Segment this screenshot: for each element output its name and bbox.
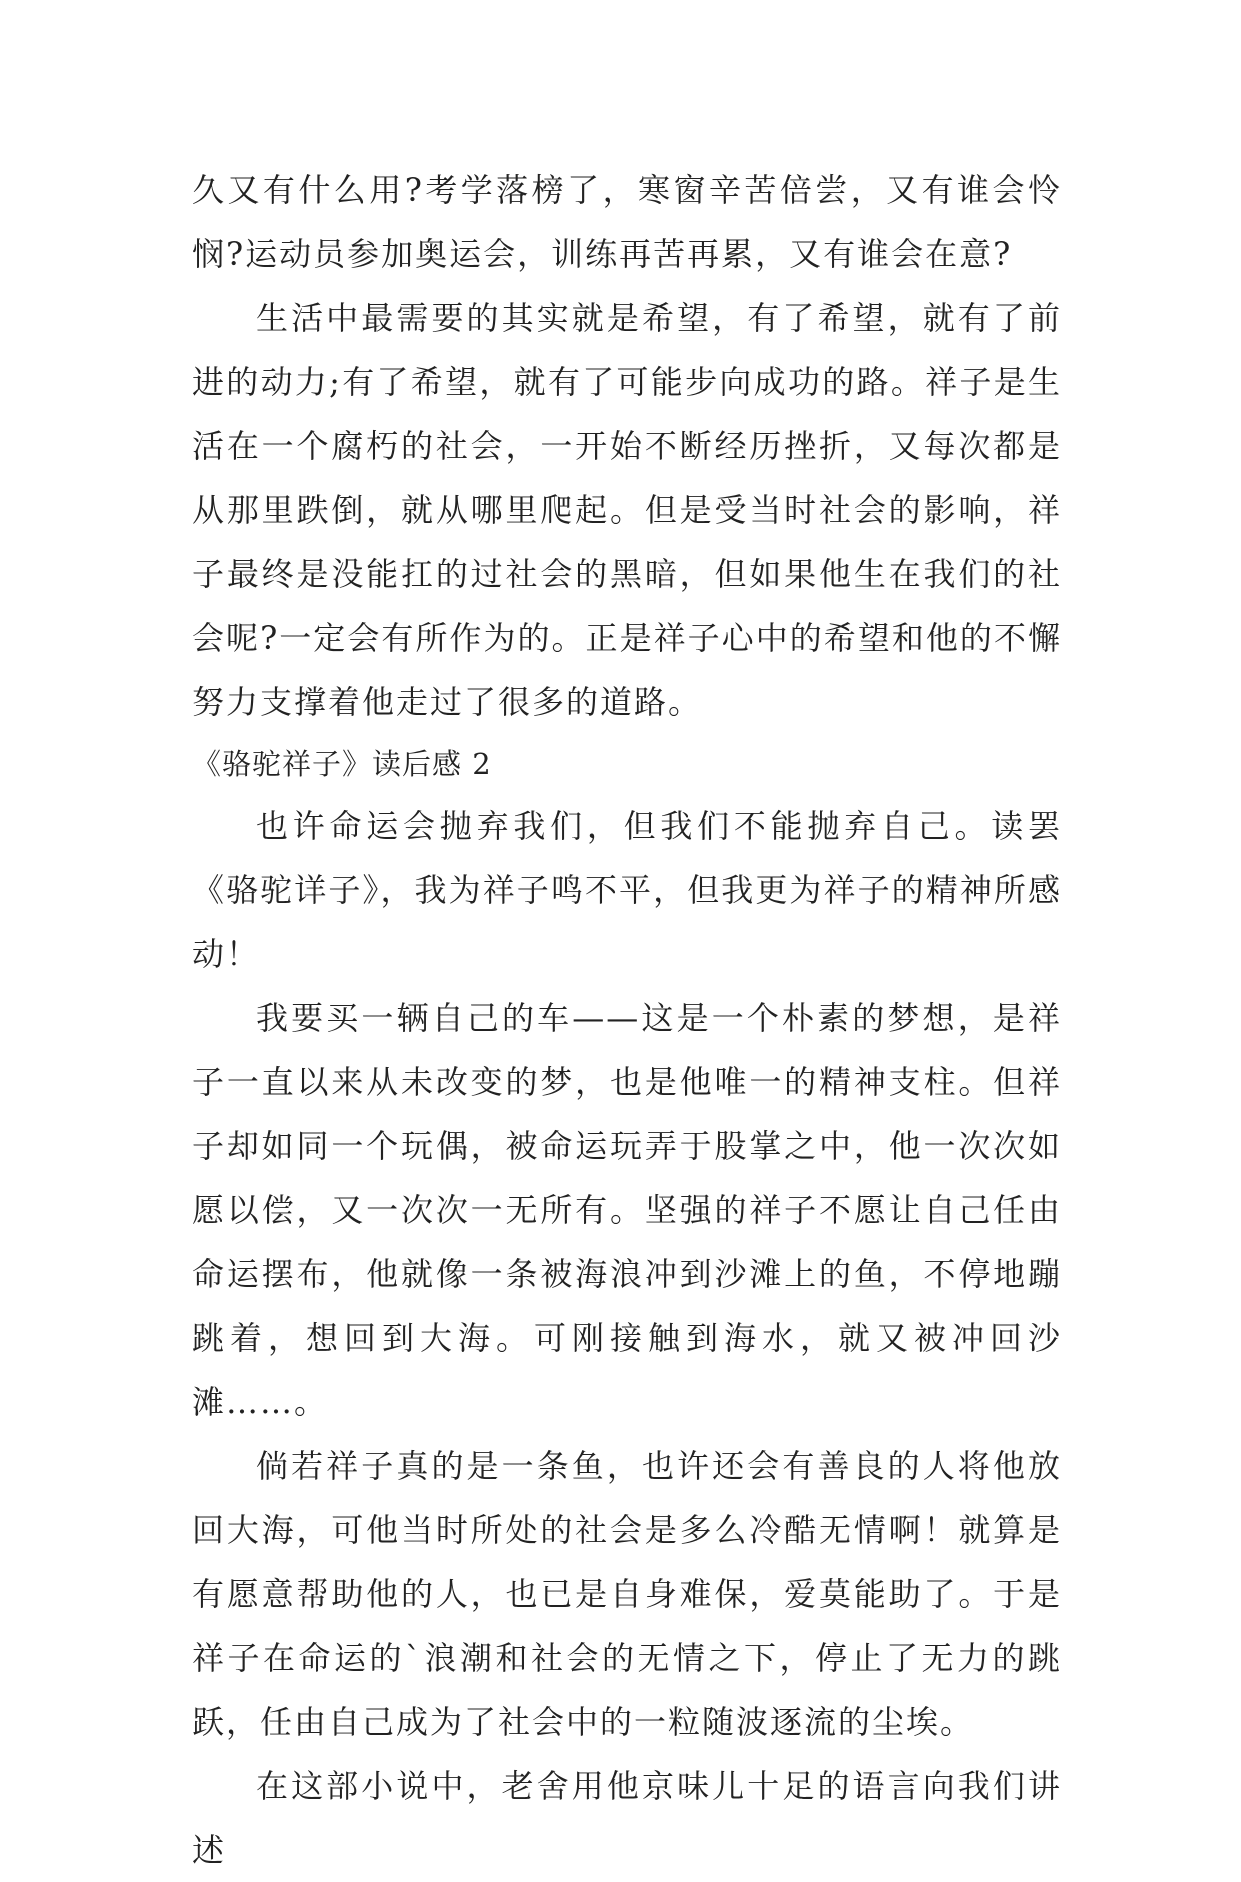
paragraph: 倘若祥子真的是一条鱼，也许还会有善良的人将他放回大海，可他当时所处的社会是多么冷酷无情啊！就算是有愿意帮助他的人，也已是自身难保，爱莫能助了。于是祥子在命运的`浪潮和社会的无情之下，停止了无力的跳跃，任由自己成为了社会中的一粒随波逐流的尘埃。 (192, 1447, 1062, 1741)
paragraph-continuation: 久又有什么用?考学落榜了，寒窗辛苦倍尝，又有谁会怜悯?运动员参加奥运会，训练再苦再累，又有谁会在意? (192, 171, 1062, 273)
paragraph: 我要买一辆自己的车——这是一个朴素的梦想，是祥子一直以来从未改变的梦，也是他唯一的精神支柱。但祥子却如同一个玩偶，被命运玩弄于股掌之中，他一次次如愿以偿，又一次次一无所有。坚强的祥子不愿让自己任由命运摆布，他就像一条被海浪冲到沙滩上的鱼，不停地蹦跳着，想回到大海。可刚接触到海水，就又被冲回沙滩……。 (192, 999, 1062, 1421)
paragraph: 生活中最需要的其实就是希望，有了希望，就有了前进的动力;有了希望，就有了可能步向成功的路。祥子是生活在一个腐朽的社会，一开始不断经历挫折，又每次都是从那里跌倒，就从哪里爬起。但是受当时社会的影响，祥子最终是没能扛的过社会的黑暗，但如果他生在我们的社会呢?一定会有所作为的。正是祥子心中的希望和他的不懈努力支撑着他走过了很多的道路。 (192, 299, 1062, 721)
paragraph: 在这部小说中，老舍用他京味儿十足的语言向我们讲述 (192, 1767, 1062, 1869)
section-title: 《骆驼祥子》读后感 2 (192, 747, 492, 781)
paragraph: 也许命运会抛弃我们，但我们不能抛弃自己。读罢《骆驼详子》，我为祥子鸣不平，但我更为祥子的精神所感动！ (192, 807, 1062, 973)
document-body (192, 158, 1062, 1882)
